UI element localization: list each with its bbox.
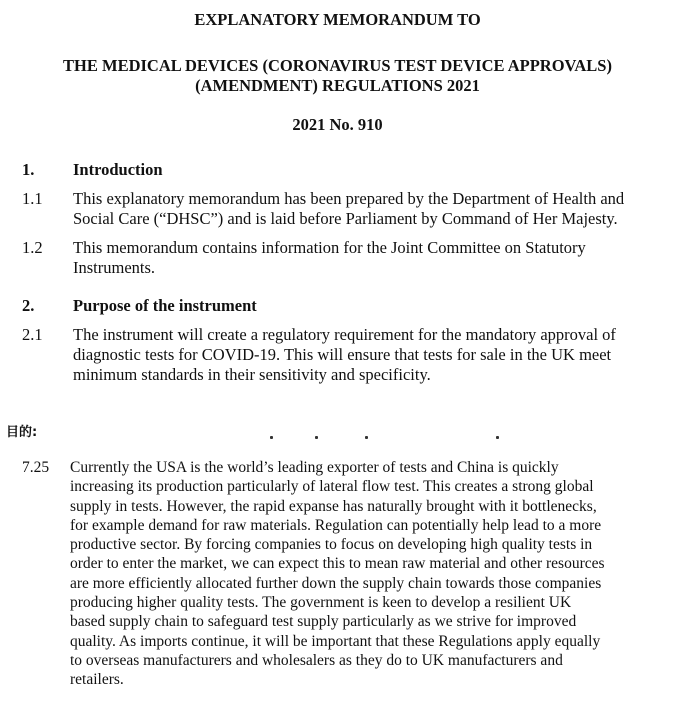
paragraph-text: The instrument will create a regulatory requirement for the mandatory approval of diagnostic tests for COVID-19. This will ensure that tests for sale in the UK meet minimum standards in their sensitivity and specificity. [73, 325, 616, 384]
statutory-instrument-number: 2021 No. 910 [292, 115, 383, 134]
section-title-purpose: Purpose of the instrument [73, 296, 257, 315]
section-title-introduction: Introduction [73, 160, 163, 179]
paragraph-text: This memorandum contains information for the Joint Committee on Statutory Instruments. [73, 238, 586, 277]
purpose-annotation-label: 目的: [6, 425, 38, 440]
memorandum-heading: EXPLANATORY MEMORANDUM TO [194, 10, 481, 29]
regulation-title-line-2: (AMENDMENT) REGULATIONS 2021 [195, 76, 480, 95]
section-number: 2. [22, 296, 35, 315]
paragraph-text: This explanatory memorandum has been prepared by the Department of Health and Social Care (“DHSC”) and is laid before Parliament by Command of Her Majesty. [73, 189, 625, 228]
paragraph-number: 7.25 [22, 459, 50, 476]
paragraph-number: 1.1 [22, 189, 43, 208]
regulation-title-line-1: THE MEDICAL DEVICES (CORONAVIRUS TEST DEVICE APPROVALS) [63, 56, 612, 75]
section-number: 1. [22, 160, 35, 179]
excerpt-paragraph-text: Currently the USA is the world’s leading exporter of tests and China is quickly increasing its production particularly of lateral flow test. This creates a strong global supply in tests. However, the rapid expanse has naturally brought with it bottlenecks, for example demand for raw materials. Regulation can potentially help lead to a more productive sector. By forcing companies to focus on developing high quality tests in order to enter the market, we can expect this to mean raw material and other resources are more efficiently allocated further down the supply chain towards those companies producing higher quality tests. The government is keen to develop a resilient UK based supply chain to safeguard test supply particularly as we strive for improved quality. As imports continue, it will be important that these Regulations apply equally to overseas manufacturers and wholesalers as they do to UK manufacturers and retailers. [70, 459, 605, 689]
paragraph-number: 1.2 [22, 238, 43, 257]
paragraph-number: 2.1 [22, 325, 43, 344]
cropped-text-fragment [260, 434, 520, 442]
